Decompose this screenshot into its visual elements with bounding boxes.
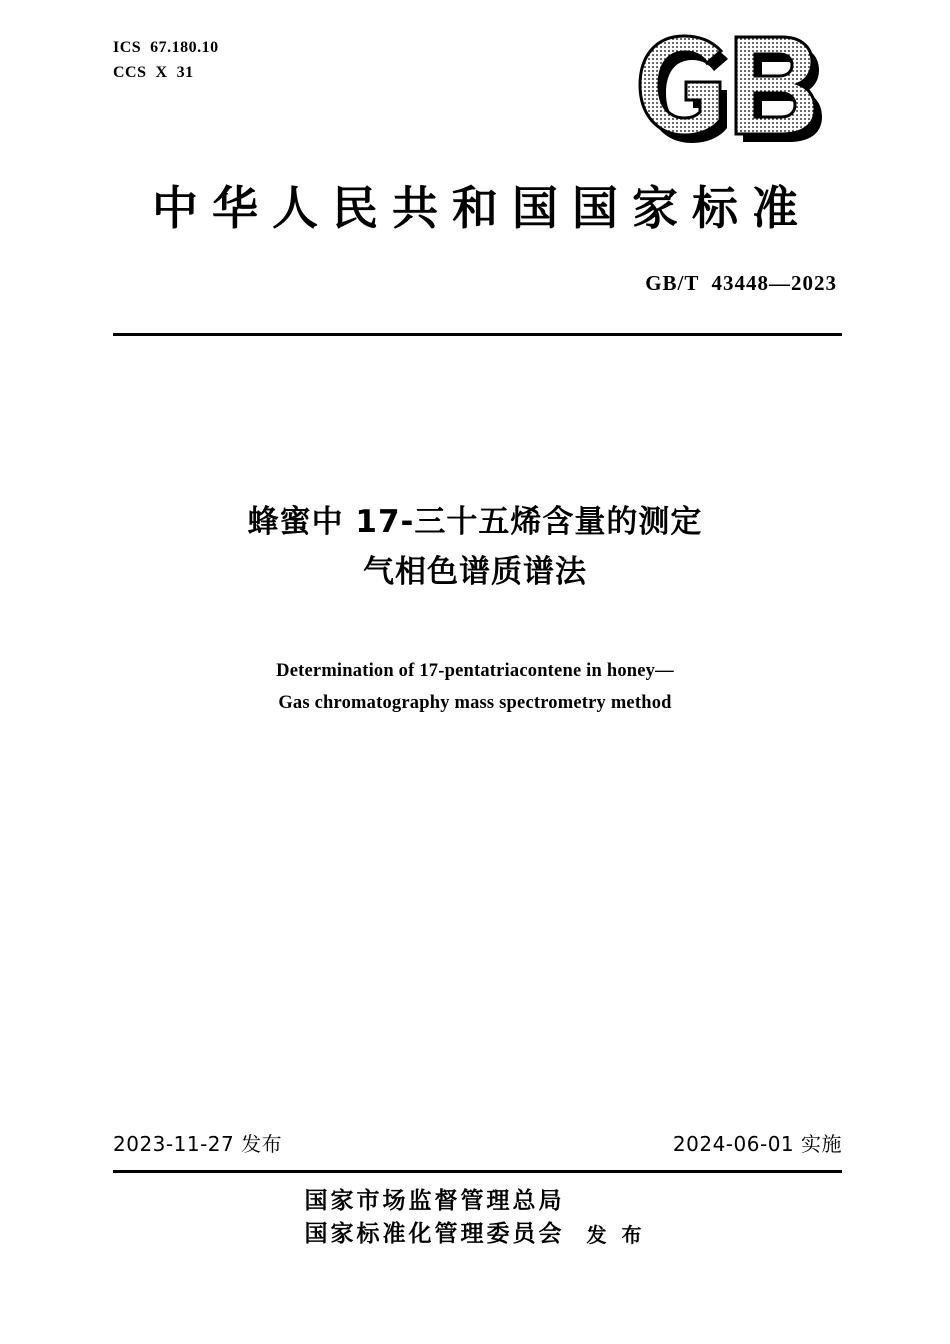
- ccs-code: CCS X 31: [113, 63, 194, 81]
- page-subtitle-line1: Determination of 17-pentatriacontene in honey—: [276, 661, 674, 681]
- gb-logo-icon: [632, 30, 842, 145]
- publisher-line1: 国家市场监督管理总局: [304, 1188, 565, 1214]
- page-title-line2: 气相色谱质谱法: [363, 553, 587, 590]
- header-divider: [113, 333, 842, 336]
- publisher-line2: 国家标准化管理委员会: [304, 1221, 565, 1248]
- publisher-verb: 发 布: [586, 1222, 646, 1247]
- classification-block: [113, 36, 219, 86]
- page-subtitle-line2: Gas chromatography mass spectrometry method: [278, 693, 672, 714]
- publisher-names: [305, 1185, 565, 1252]
- standard-number: GB/T 43448—2023: [645, 271, 837, 295]
- footer-divider: [113, 1170, 842, 1173]
- publisher-block: [0, 1185, 950, 1252]
- implementation-date: 2024-06-01 实施: [672, 1132, 842, 1156]
- page-title: [0, 498, 950, 597]
- national-standard-title: 中华人民共和国国家标准: [152, 181, 812, 235]
- page-title-line1: 蜂蜜中 17-三十五烯含量的测定: [247, 504, 703, 540]
- page-subtitle: [0, 655, 950, 720]
- ics-code: ICS 67.180.10: [113, 39, 219, 56]
- issue-date: 2023-11-27 发布: [113, 1132, 283, 1156]
